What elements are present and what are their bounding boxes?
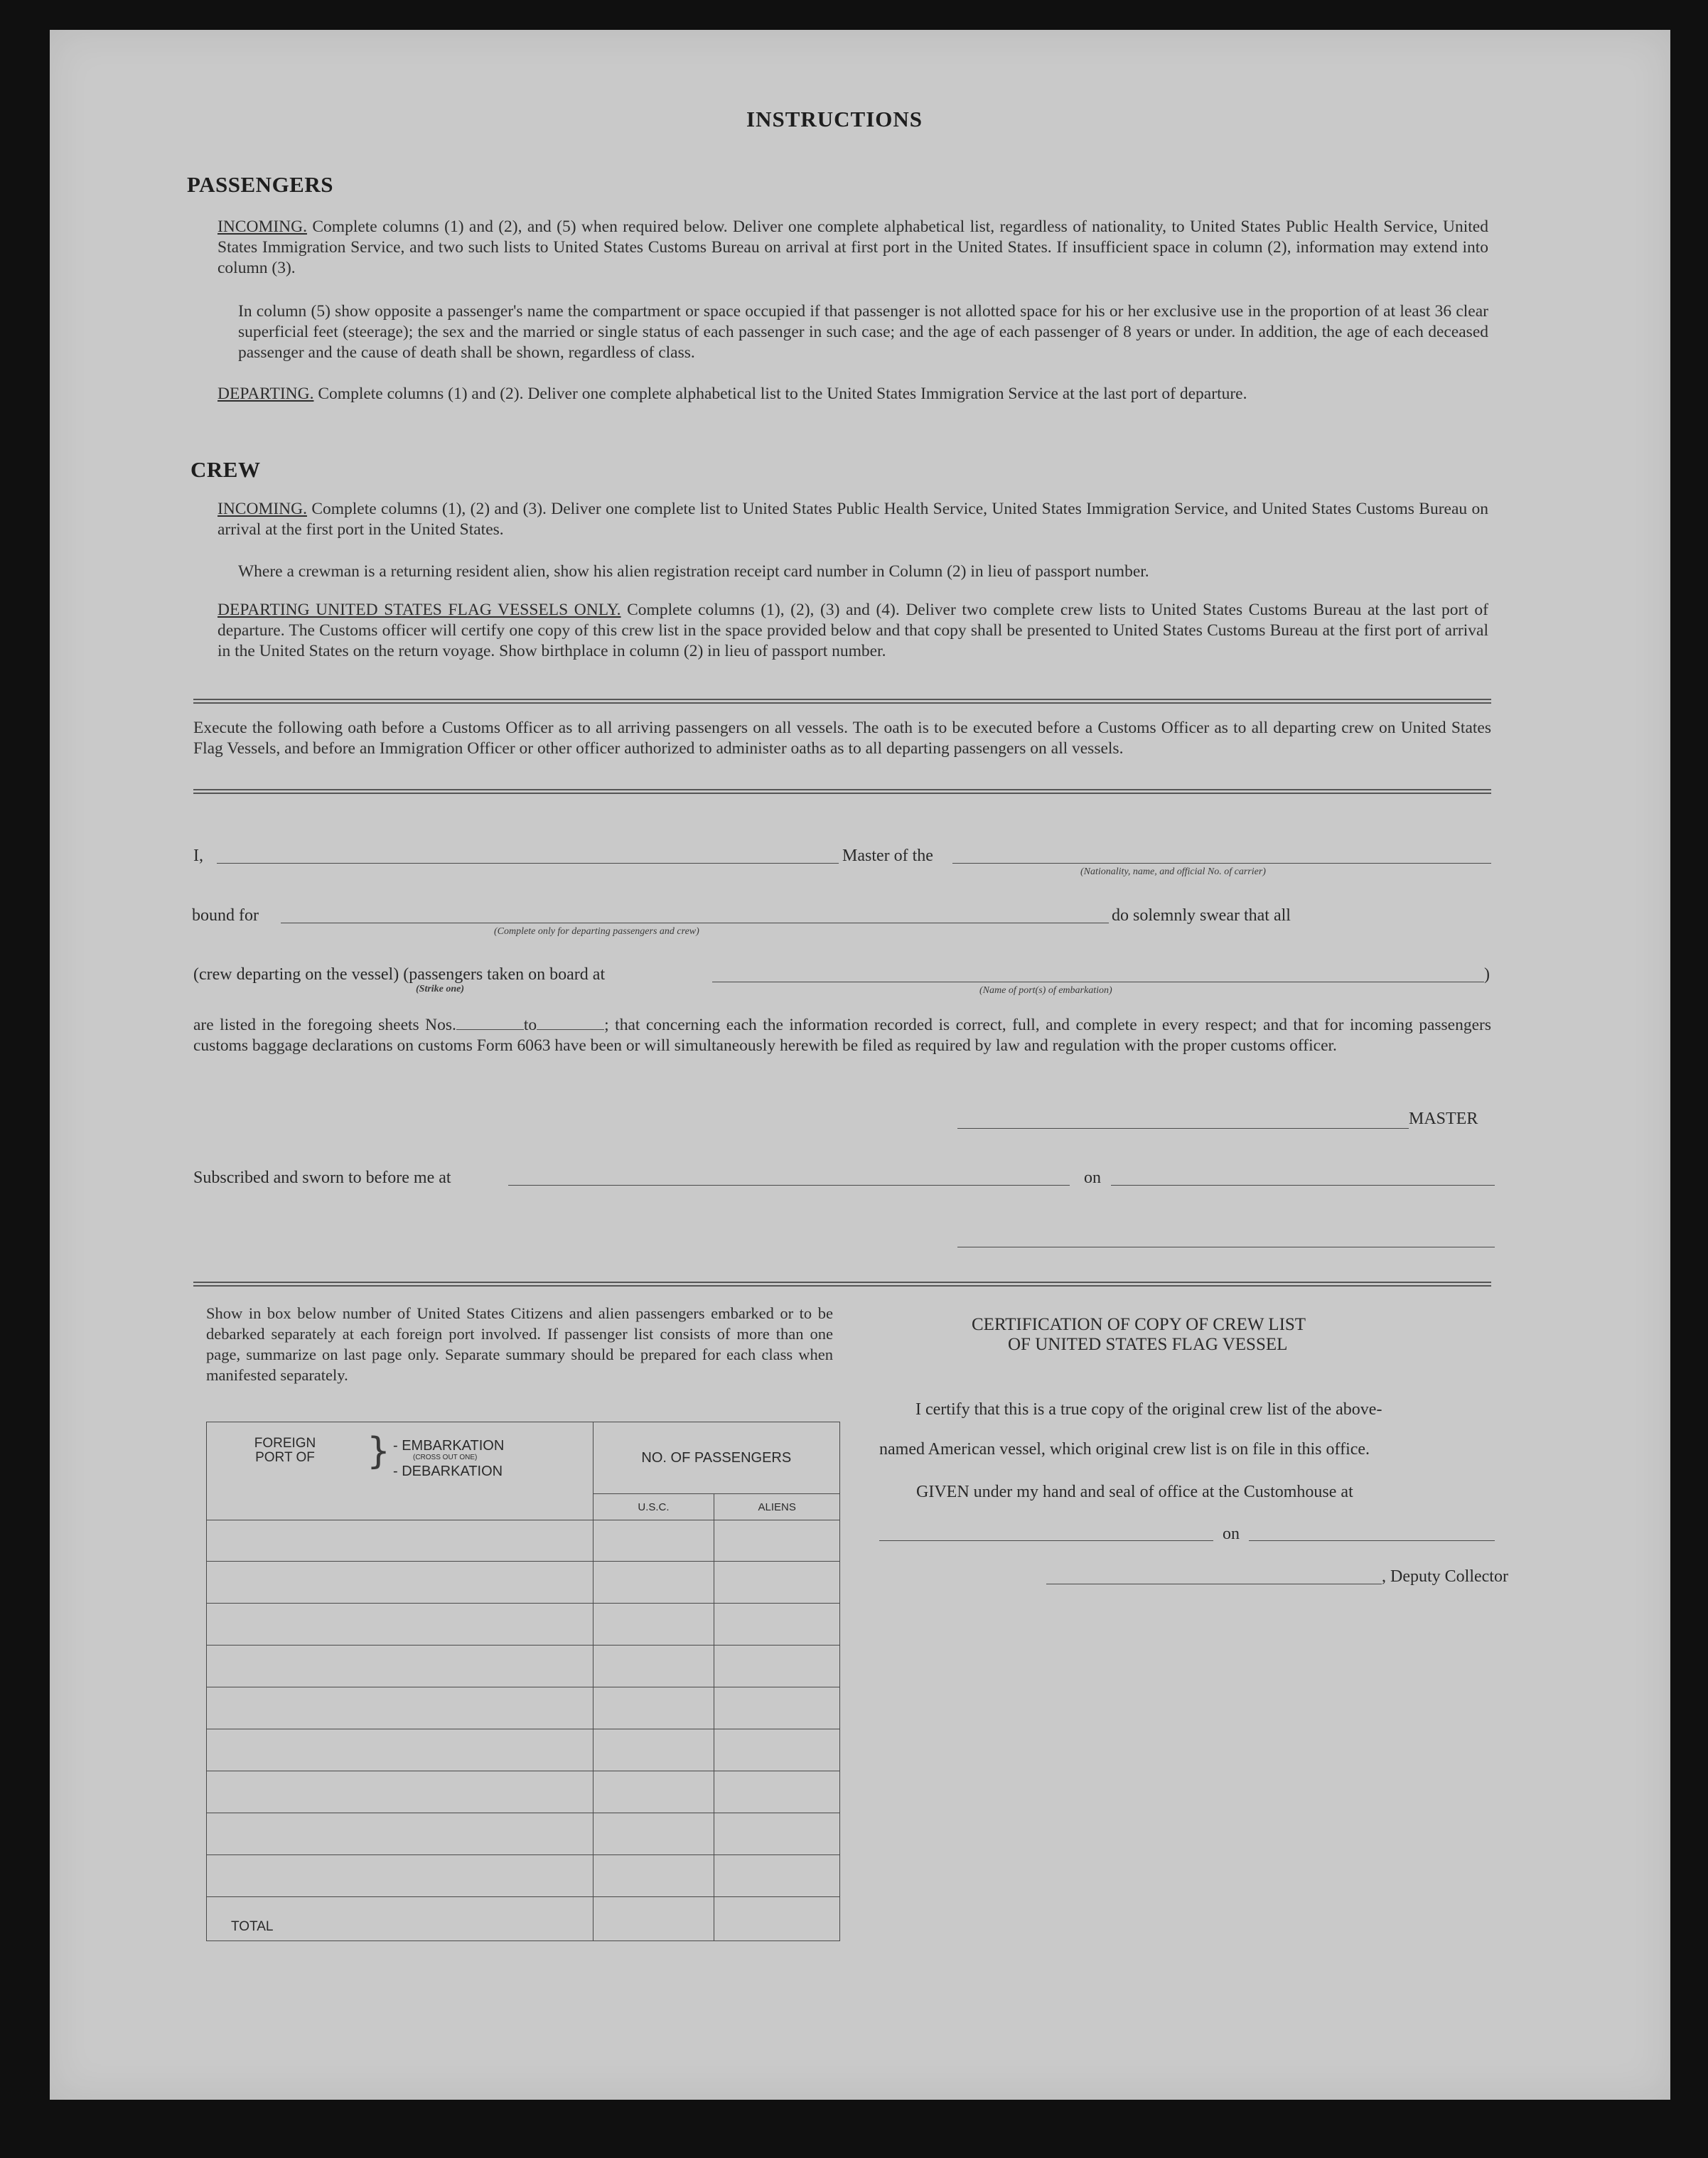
crew-departing-label: DEPARTING UNITED STATES FLAG VESSELS ONLY.	[217, 601, 621, 619]
subscribed-on-label: on	[1084, 1169, 1101, 1187]
usc-cell[interactable]	[593, 1646, 714, 1687]
summary-intro: Show in box below number of United States Citizens and alien passengers embarked or to be debarked separately at each foreign port involved. If passenger list consists of more than one page, summarize on last page only. Separate summary should be prepared for each class when manifested separately.	[206, 1304, 833, 1384]
no-of-passengers-header: NO. OF PASSENGERS	[593, 1422, 839, 1494]
sheet-from-field[interactable]	[456, 1016, 524, 1030]
sworn-date-field[interactable]	[1111, 1185, 1495, 1186]
usc-cell[interactable]	[593, 1604, 714, 1646]
oath-bound-for: bound for	[192, 906, 259, 925]
port-note: (Name of port(s) of embarkation)	[979, 985, 1112, 996]
port-cell[interactable]	[207, 1646, 593, 1687]
subscribed-label: Subscribed and sworn to before me at	[193, 1169, 451, 1187]
usc-cell[interactable]	[593, 1813, 714, 1855]
port-cell[interactable]	[207, 1687, 593, 1729]
master-signature-field[interactable]	[957, 1128, 1409, 1129]
aliens-cell[interactable]	[714, 1646, 840, 1687]
carrier-note: (Nationality, name, and official No. of carrier)	[1080, 866, 1266, 877]
foreign-port-label: FOREIGN PORT OF	[254, 1436, 316, 1465]
oath-listed-prefix: are listed in the foregoing sheets Nos.	[193, 1016, 456, 1034]
oath-listed-text: ; that concerning each the information recorded is correct, full, and complete in every respect; and that for incoming passengers customs baggage declarations on customs Form 6063 have been or will simultaneously herewith be filed as required by law and regulation with the proper customs officer.	[193, 1016, 1491, 1055]
crew-heading: CREW	[190, 457, 261, 482]
port-cell[interactable]	[207, 1771, 593, 1813]
certification-date-field[interactable]	[1249, 1540, 1495, 1541]
embarkation-label: - EMBARKATION	[393, 1438, 505, 1454]
oath-to: to	[523, 1016, 537, 1034]
section-divider	[193, 1282, 1491, 1287]
aliens-cell[interactable]	[714, 1520, 840, 1562]
aliens-cell[interactable]	[714, 1687, 840, 1729]
aliens-cell[interactable]	[714, 1562, 840, 1604]
deputy-collector-label: , Deputy Collector	[1382, 1567, 1508, 1586]
passengers-incoming-text: Complete columns (1) and (2), and (5) when required below. Deliver one complete alphabetical list, regardless of nationality, to United States Public Health Service, United States Immigration Service, and two such lists to United States Customs Bureau on arrival at first port in the United States. If insufficient space in column (2), information may extend into column (3).	[217, 218, 1488, 277]
port-cell[interactable]	[207, 1813, 593, 1855]
port-cell[interactable]	[207, 1562, 593, 1604]
certification-title-line2: OF UNITED STATES FLAG VESSEL	[1008, 1335, 1288, 1354]
aliens-cell[interactable]	[714, 1604, 840, 1646]
cross-out-note: (CROSS OUT ONE)	[413, 1454, 478, 1461]
passengers-incoming-label: INCOMING.	[217, 218, 307, 236]
oath-close-paren: )	[1484, 965, 1490, 984]
section-divider	[193, 699, 1491, 704]
sworn-location-field[interactable]	[508, 1185, 1070, 1186]
crew-departing-text: Complete columns (1), (2), (3) and (4). Deliver two complete crew lists to United States Customs Bureau at the last port of departure. The Customs officer will certify one copy of this crew list in the space provided below and that copy shall be presented to United States Customs Bureau at the first port of arrival in the United States on the return voyage. Show birthplace in column (2) in lieu of passport number.	[217, 601, 1488, 660]
aliens-cell[interactable]	[714, 1729, 840, 1771]
port-cell[interactable]	[207, 1729, 593, 1771]
certification-line1: I certify that this is a true copy of the original crew list of the above-	[915, 1400, 1382, 1419]
aliens-header: ALIENS	[714, 1494, 840, 1520]
brace-glyph: }	[367, 1430, 391, 1473]
usc-cell[interactable]	[593, 1562, 714, 1604]
passengers-departing-paragraph	[217, 384, 1488, 404]
usc-header: U.S.C.	[593, 1494, 714, 1520]
usc-cell[interactable]	[593, 1687, 714, 1729]
section-divider	[193, 789, 1491, 794]
certification-line3: GIVEN under my hand and seal of office at the Customhouse at	[916, 1483, 1353, 1501]
oath-i: I,	[193, 847, 203, 865]
passengers-heading: PASSENGERS	[187, 172, 333, 197]
passenger-summary-table	[206, 1422, 840, 1941]
aliens-total-cell[interactable]	[714, 1897, 840, 1941]
master-name-field[interactable]	[217, 863, 839, 864]
port-cell[interactable]	[207, 1855, 593, 1897]
oath-master-of-the: Master of the	[842, 847, 933, 865]
strike-one-note: (Strike one)	[416, 984, 465, 994]
carrier-field[interactable]	[952, 863, 1491, 864]
crew-departing-paragraph	[217, 600, 1488, 662]
crew-resident-paragraph: Where a crewman is a returning resident alien, show his alien registration receipt card number in Column (2) in lieu of passport number.	[238, 562, 1149, 581]
debarkation-label: - DEBARKATION	[393, 1464, 503, 1479]
foreign-port-header	[207, 1422, 593, 1520]
passengers-incoming-paragraph	[217, 217, 1488, 279]
master-label: MASTER	[1409, 1110, 1478, 1128]
customhouse-field[interactable]	[879, 1540, 1213, 1541]
certification-on-label: on	[1223, 1525, 1240, 1543]
usc-total-cell[interactable]	[593, 1897, 714, 1941]
oath-listed-paragraph	[193, 1015, 1491, 1056]
certification-line2: named American vessel, which original crew list is on file in this office.	[879, 1440, 1370, 1459]
oath-crew-departing: (crew departing on the vessel) (passengers taken on board at	[193, 965, 606, 984]
passengers-departing-label: DEPARTING.	[217, 385, 314, 403]
crew-incoming-paragraph	[217, 499, 1488, 540]
oath-swear: do solemnly swear that all	[1112, 906, 1291, 925]
usc-cell[interactable]	[593, 1520, 714, 1562]
crew-incoming-label: INCOMING.	[217, 500, 307, 518]
bound-note: (Complete only for departing passengers and crew)	[494, 926, 699, 937]
oath-instruction: Execute the following oath before a Customs Officer as to all arriving passengers on all vessels. The oath is to be executed before a Customs Officer as to all departing crew on United States Flag Vessels, and before an Immigration Officer or other officer authorized to administer oaths as to all departing passengers on all vessels.	[193, 719, 1491, 758]
sheet-to-field[interactable]	[537, 1016, 604, 1030]
usc-cell[interactable]	[593, 1855, 714, 1897]
aliens-cell[interactable]	[714, 1813, 840, 1855]
passengers-column5-paragraph: In column (5) show opposite a passenger's name the compartment or space occupied if that passenger is not allotted space for his or her exclusive use in the proportion of at least 36 clear superficial feet (steerage); the sex and the married or single status of each passenger in such case; and the age of each passenger of 8 years or under. In addition, the age of each deceased passenger and the cause of death shall be shown, regardless of class.	[238, 302, 1488, 362]
usc-cell[interactable]	[593, 1729, 714, 1771]
total-label: TOTAL	[207, 1897, 593, 1941]
certification-title-line1: CERTIFICATION OF COPY OF CREW LIST	[972, 1315, 1306, 1334]
aliens-cell[interactable]	[714, 1771, 840, 1813]
usc-cell[interactable]	[593, 1771, 714, 1813]
passengers-departing-text: Complete columns (1) and (2). Deliver one complete alphabetical list to the United States Immigration Service at the last port of departure.	[313, 385, 1247, 403]
port-cell[interactable]	[207, 1604, 593, 1646]
aliens-cell[interactable]	[714, 1855, 840, 1897]
page-title: INSTRUCTIONS	[746, 107, 923, 131]
crew-incoming-text: Complete columns (1), (2) and (3). Deliver one complete list to United States Public Health Service, United States Immigration Service, and United States Customs Bureau on arrival at the first port in the United States.	[217, 500, 1488, 539]
port-cell[interactable]	[207, 1520, 593, 1562]
